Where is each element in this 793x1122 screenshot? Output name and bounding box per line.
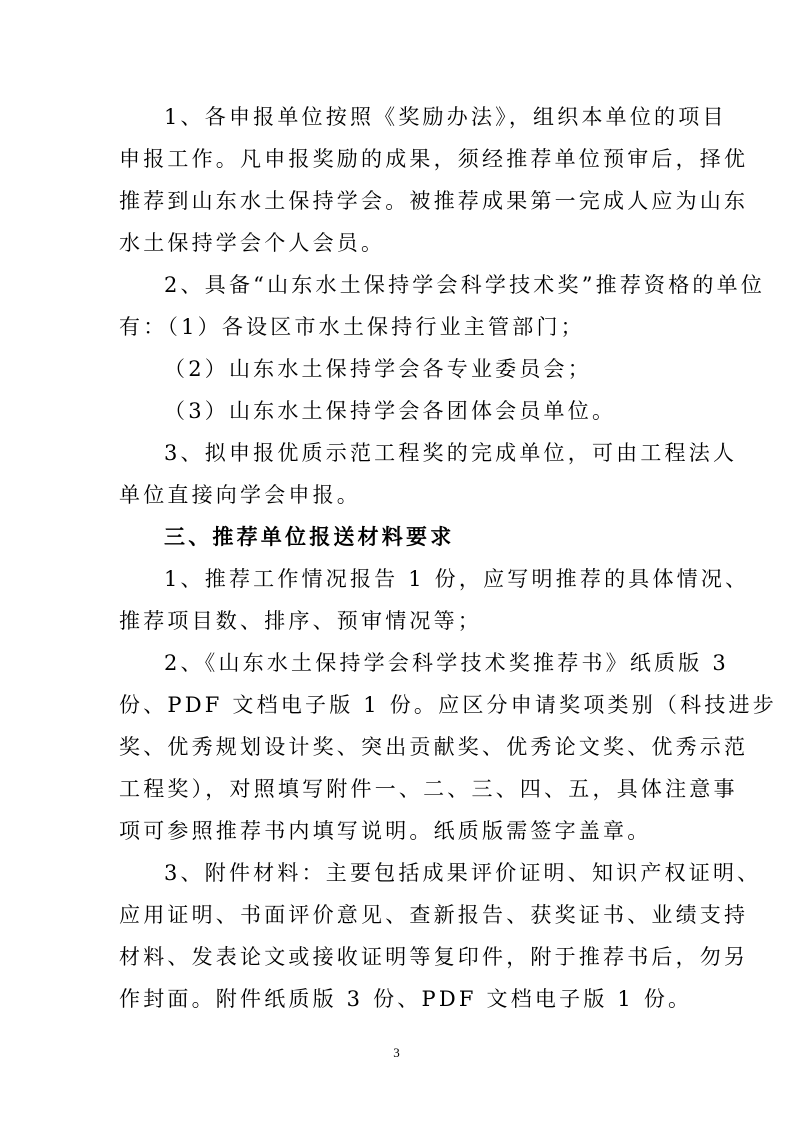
paragraph-line: 工程奖），对照填写附件一、二、三、四、五，具体注意事 xyxy=(119,777,738,801)
paragraph-line: 材料、发表论文或接收证明等复印件，附于推荐书后，勿另 xyxy=(119,945,749,969)
paragraph-line: 单位直接向学会申报。 xyxy=(119,483,361,507)
paragraph-line: 推荐项目数、排序、预审情况等； xyxy=(119,609,482,633)
paragraph-line: 2、《山东水土保持学会科学技术奖推荐书》纸质版 3 xyxy=(164,651,729,675)
paragraph-line: 应用证明、书面评价意见、查新报告、获奖证书、业绩支持 xyxy=(119,903,749,927)
paragraph-line: 项可参照推荐书内填写说明。纸质版需签字盖章。 xyxy=(119,819,652,843)
page-number: 3 xyxy=(393,1045,400,1060)
paragraph-line: （3）山东水土保持学会各团体会员单位。 xyxy=(164,399,617,423)
paragraph-line: 1、推荐工作情况报告 1 份，应写明推荐的具体情况、 xyxy=(164,567,750,591)
paragraph-line: （2）山东水土保持学会各专业委员会； xyxy=(164,357,592,381)
paragraph-line: 1、各申报单位按照《奖励办法》，组织本单位的项目 xyxy=(164,105,727,129)
paragraph-line: 有：（1）各设区市水土保持行业主管部门； xyxy=(119,315,585,339)
paragraph-line: 2、具备“山东水土保持学会科学技术奖”推荐资格的单位 xyxy=(164,273,766,297)
section-heading: 三、推荐单位报送材料要求 xyxy=(164,524,455,549)
paragraph-line: 作封面。附件纸质版 3 份、PDF 文档电子版 1 份。 xyxy=(119,987,693,1011)
paragraph-line: 水土保持学会个人会员。 xyxy=(119,231,386,255)
paragraph-line: 申报工作。凡申报奖励的成果，须经推荐单位预审后，择优 xyxy=(119,147,749,171)
paragraph-line: 3、拟申报优质示范工程奖的完成单位，可由工程法人 xyxy=(164,441,738,465)
paragraph-line: 奖、优秀规划设计奖、突出贡献奖、优秀论文奖、优秀示范 xyxy=(119,735,749,759)
paragraph-line: 3、附件材料：主要包括成果评价证明、知识产权证明、 xyxy=(164,861,762,885)
paragraph-line: 份、PDF 文档电子版 1 份。应区分申请奖项类别（科技进步 xyxy=(119,693,777,717)
paragraph-line: 推荐到山东水土保持学会。被推荐成果第一完成人应为山东 xyxy=(119,189,749,213)
